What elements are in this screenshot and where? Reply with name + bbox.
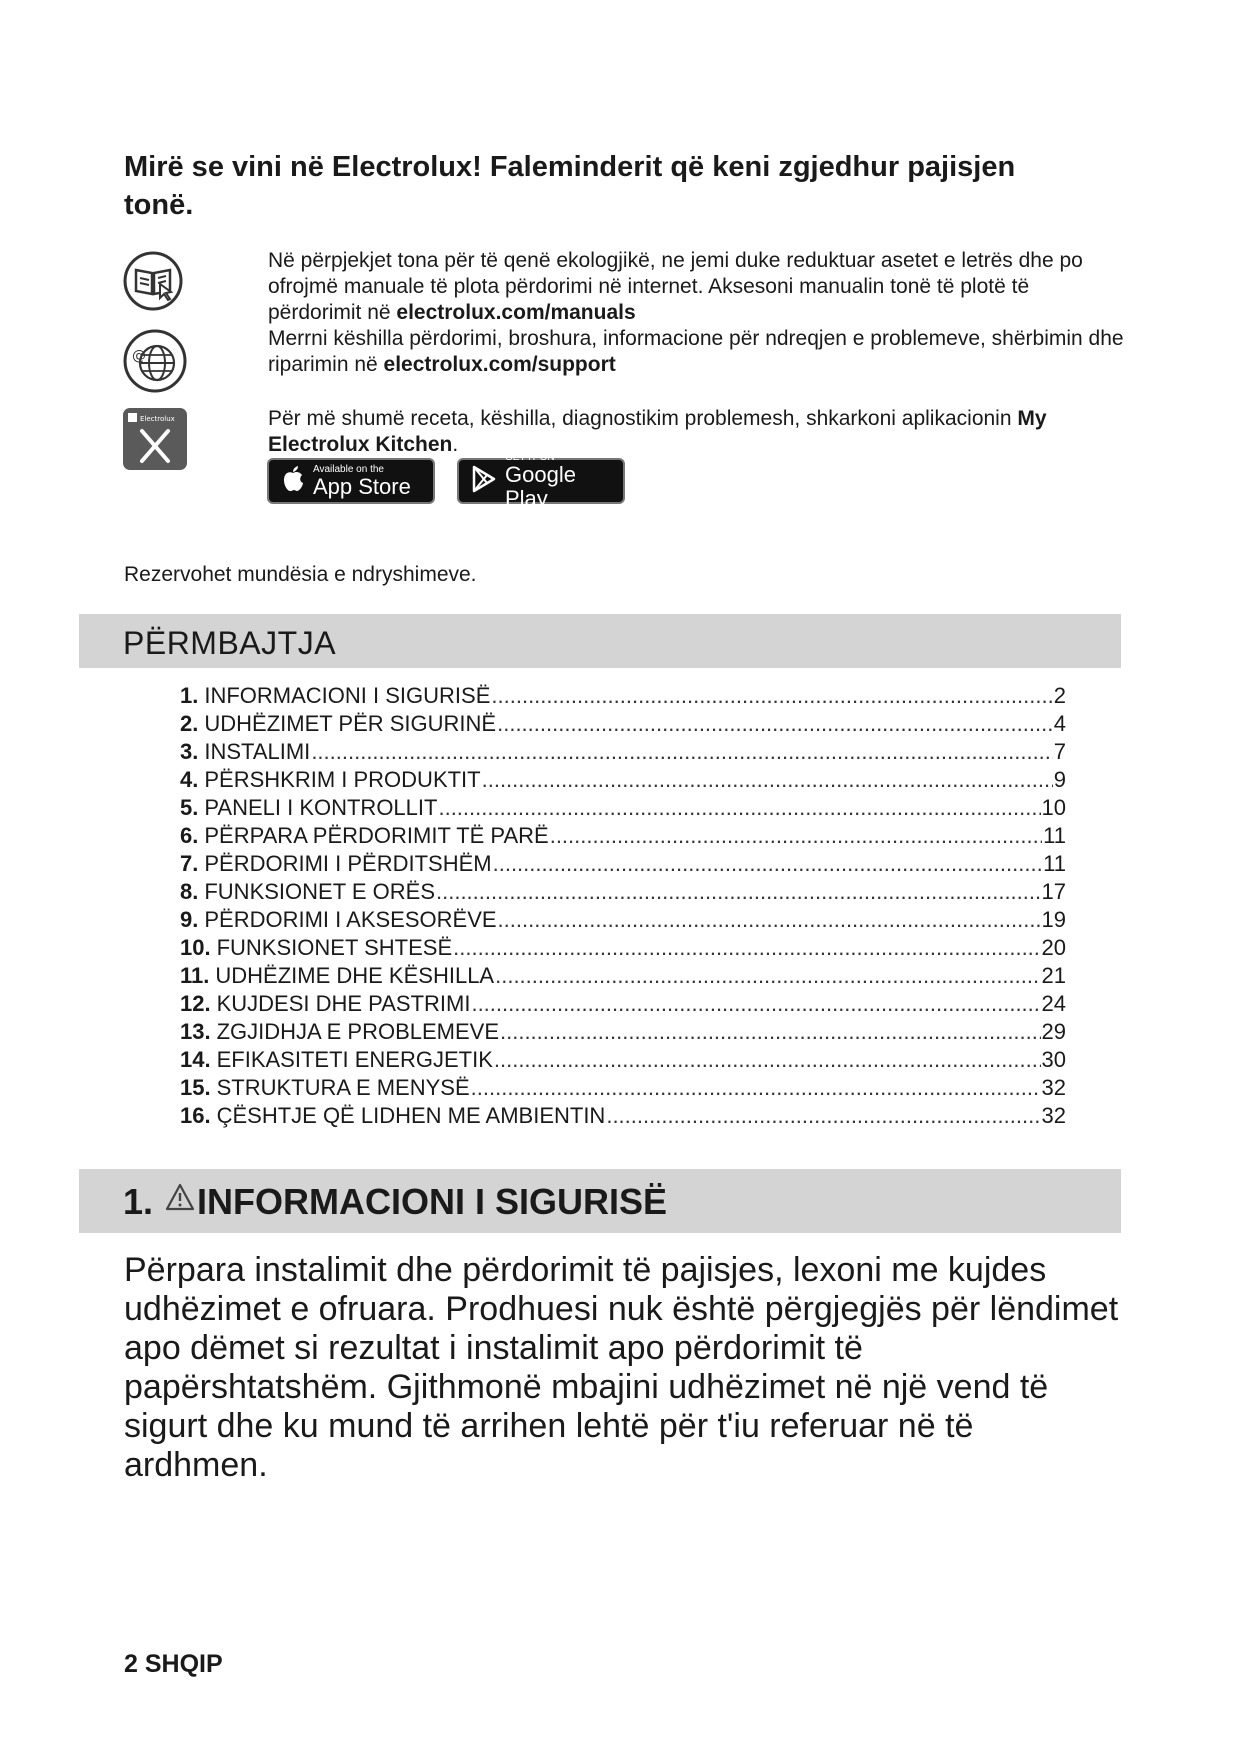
- toc-item-number: 9.: [180, 907, 199, 932]
- toc-item-number: 6.: [180, 823, 199, 848]
- toc-item-label: ÇËSHTJE QË LIDHEN ME AMBIENTIN: [216, 1103, 606, 1128]
- app-name: My Electrolux Kitchen: [268, 407, 1047, 456]
- safety-intro: Përpara instalimit dhe përdorimit të pajisjes, lexoni me kujdes udhëzimet e ofruara. Prodhuesi nuk është përgjegjës për lëndimet apo dëmet si rezultat i instalimit apo përdorimit të papërshtatshëm. Gjithmonë mbajini udhëzimet në një vend të sigurt dhe ku mund të arrihen lehtë për t'iu referuar në të ardhmen.: [124, 1251, 1119, 1484]
- toc-item[interactable]: [180, 1103, 1066, 1131]
- reserved-note: Rezervohet mundësia e ndryshimeve.: [124, 563, 477, 586]
- toc-leader-dots: [482, 767, 1053, 793]
- page-footer: 2 SHQIP: [124, 1650, 223, 1678]
- app-brand: Electrolux: [140, 415, 175, 423]
- app-paragraph: [268, 406, 1128, 458]
- toc-item[interactable]: [180, 1019, 1066, 1047]
- toc-item-page: 9: [1053, 767, 1066, 792]
- toc-item-number: 14.: [180, 1047, 211, 1072]
- toc-item[interactable]: [180, 879, 1066, 907]
- svg-text:@: @: [132, 348, 146, 364]
- toc-item[interactable]: [180, 739, 1066, 767]
- toc-item-page: 21: [1041, 963, 1066, 988]
- app-store-label: App Store: [313, 473, 411, 499]
- toc-leader-dots: [493, 851, 1043, 877]
- toc-item-page: 20: [1041, 935, 1066, 960]
- toc-item[interactable]: [180, 907, 1066, 935]
- toc-item-label: KUJDESI DHE PASTRIMI: [216, 991, 471, 1016]
- manuals-link[interactable]: electrolux.com/manuals: [396, 301, 636, 324]
- manuals-paragraph: [268, 248, 1128, 326]
- toc-item-number: 2.: [180, 711, 199, 736]
- toc-leader-dots: [471, 991, 1040, 1017]
- app-text: Për më shumë receta, këshilla, diagnostikim problemesh, shkarkoni aplikacionin: [268, 407, 1018, 430]
- toc-item-number: 10.: [180, 935, 211, 960]
- section-1-label: INFORMACIONI I SIGURISË: [197, 1181, 668, 1222]
- toc-item-label: PËRDORIMI I PËRDITSHËM: [204, 851, 492, 876]
- toc-item[interactable]: [180, 935, 1066, 963]
- welcome-title: Mirë se vini në Electrolux! Faleminderit që keni zgjedhur pajisjen tonë.: [124, 151, 1016, 221]
- toc-item[interactable]: [180, 851, 1066, 879]
- toc-item-label: INFORMACIONI I SIGURISË: [204, 683, 491, 708]
- toc-item[interactable]: [180, 823, 1066, 851]
- toc-item-page: 11: [1043, 823, 1066, 848]
- app-store-button[interactable]: [267, 458, 435, 504]
- toc-item[interactable]: [180, 1075, 1066, 1103]
- toc-item-page: 7: [1053, 739, 1066, 764]
- toc-item-page: 4: [1053, 711, 1066, 736]
- support-link[interactable]: electrolux.com/support: [383, 353, 616, 376]
- toc-item-page: 29: [1041, 1019, 1066, 1044]
- toc-item-number: 7.: [180, 851, 199, 876]
- toc-item[interactable]: [180, 711, 1066, 739]
- toc-item-page: 2: [1053, 683, 1066, 708]
- toc-item[interactable]: [180, 963, 1066, 991]
- toc-item-number: 11.: [180, 963, 210, 988]
- toc-item-label: UDHËZIME DHE KËSHILLA: [215, 963, 495, 988]
- app-text-end: .: [452, 433, 459, 456]
- google-play-button[interactable]: [457, 451, 625, 511]
- toc-item-number: 8.: [180, 879, 199, 904]
- toc-item-number: 5.: [180, 795, 199, 820]
- warning-triangle-icon: [165, 1178, 195, 1220]
- toc-leader-dots: [471, 1075, 1041, 1101]
- toc-item-label: PËRDORIMI I AKSESORËVE: [204, 907, 497, 932]
- toc-item-label: STRUKTURA E MENYSË: [216, 1075, 470, 1100]
- manuals-text: Në përpjekjet tona për të qenë ekologjikë, ne jemi duke reduktuar asetet e letrës dhe po ofrojmë manuale të plota përdorimi në internet. Aksesoni manualin tonë të plotë të përdorimit në: [268, 249, 1083, 324]
- section-1-title: [123, 1181, 667, 1223]
- google-play-small: GET IT ON: [505, 451, 555, 463]
- google-play-label: Google Play: [505, 461, 576, 511]
- toc-item-label: UDHËZIMET PËR SIGURINË: [204, 711, 497, 736]
- section-1-header: [79, 1169, 1121, 1233]
- section-1-number: 1.: [123, 1181, 154, 1222]
- support-text: Merrni këshilla përdorimi, broshura, informacione për ndreqjen e problemeve, shërbimin dhe riparimin në: [268, 327, 1124, 376]
- toc-item-page: 30: [1041, 1047, 1066, 1072]
- toc-item[interactable]: [180, 795, 1066, 823]
- toc-leader-dots: [495, 963, 1040, 989]
- toc-item-number: 3.: [180, 739, 199, 764]
- toc-leader-dots: [491, 683, 1052, 709]
- toc-item-label: EFIKASITETI ENERGJETIK: [216, 1047, 493, 1072]
- toc-item-label: FUNKSIONET E ORËS: [204, 879, 435, 904]
- toc-item-number: 1.: [180, 683, 199, 708]
- toc-item-page: 10: [1041, 795, 1066, 820]
- toc-item-label: ZGJIDHJA E PROBLEMEVE: [216, 1019, 499, 1044]
- toc-item-page: 32: [1041, 1103, 1066, 1128]
- table-of-contents: [180, 683, 1066, 1131]
- play-icon: [471, 465, 497, 498]
- toc-leader-dots: [453, 935, 1040, 961]
- toc-item[interactable]: [180, 1047, 1066, 1075]
- toc-item[interactable]: [180, 767, 1066, 795]
- toc-leader-dots: [550, 823, 1042, 849]
- toc-item-page: 19: [1041, 907, 1066, 932]
- toc-item-number: 13.: [180, 1019, 211, 1044]
- globe-web-icon: [122, 328, 188, 399]
- toc-item-label: PËRSHKRIM I PRODUKTIT: [204, 767, 481, 792]
- toc-item-number: 12.: [180, 991, 211, 1016]
- toc-item-page: 32: [1041, 1075, 1066, 1100]
- toc-header: [79, 614, 1121, 668]
- toc-item-page: 11: [1043, 851, 1066, 876]
- toc-item[interactable]: [180, 991, 1066, 1019]
- toc-leader-dots: [311, 739, 1052, 765]
- toc-leader-dots: [438, 795, 1040, 821]
- toc-item[interactable]: [180, 683, 1066, 711]
- toc-item-label: FUNKSIONET SHTESË: [216, 935, 453, 960]
- toc-leader-dots: [497, 711, 1053, 737]
- toc-leader-dots: [494, 1047, 1041, 1073]
- toc-item-number: 4.: [180, 767, 199, 792]
- app-store-small: Available on the: [313, 463, 384, 475]
- toc-leader-dots: [500, 1019, 1041, 1045]
- toc-leader-dots: [606, 1103, 1040, 1129]
- electrolux-kitchen-app-icon: [122, 407, 188, 476]
- apple-icon: [281, 465, 305, 498]
- toc-item-page: 17: [1041, 879, 1066, 904]
- toc-leader-dots: [436, 879, 1041, 905]
- toc-item-label: PËRPARA PËRDORIMIT TË PARË: [204, 823, 549, 848]
- toc-item-number: 15.: [180, 1075, 211, 1100]
- toc-item-label: PANELI I KONTROLLIT: [204, 795, 438, 820]
- toc-item-number: 16.: [180, 1103, 211, 1128]
- manual-book-icon: [122, 250, 184, 317]
- toc-title: PËRMBAJTJA: [123, 625, 337, 661]
- toc-item-page: 24: [1041, 991, 1066, 1016]
- toc-item-label: INSTALIMI: [204, 739, 311, 764]
- toc-leader-dots: [498, 907, 1041, 933]
- support-paragraph: [268, 326, 1128, 378]
